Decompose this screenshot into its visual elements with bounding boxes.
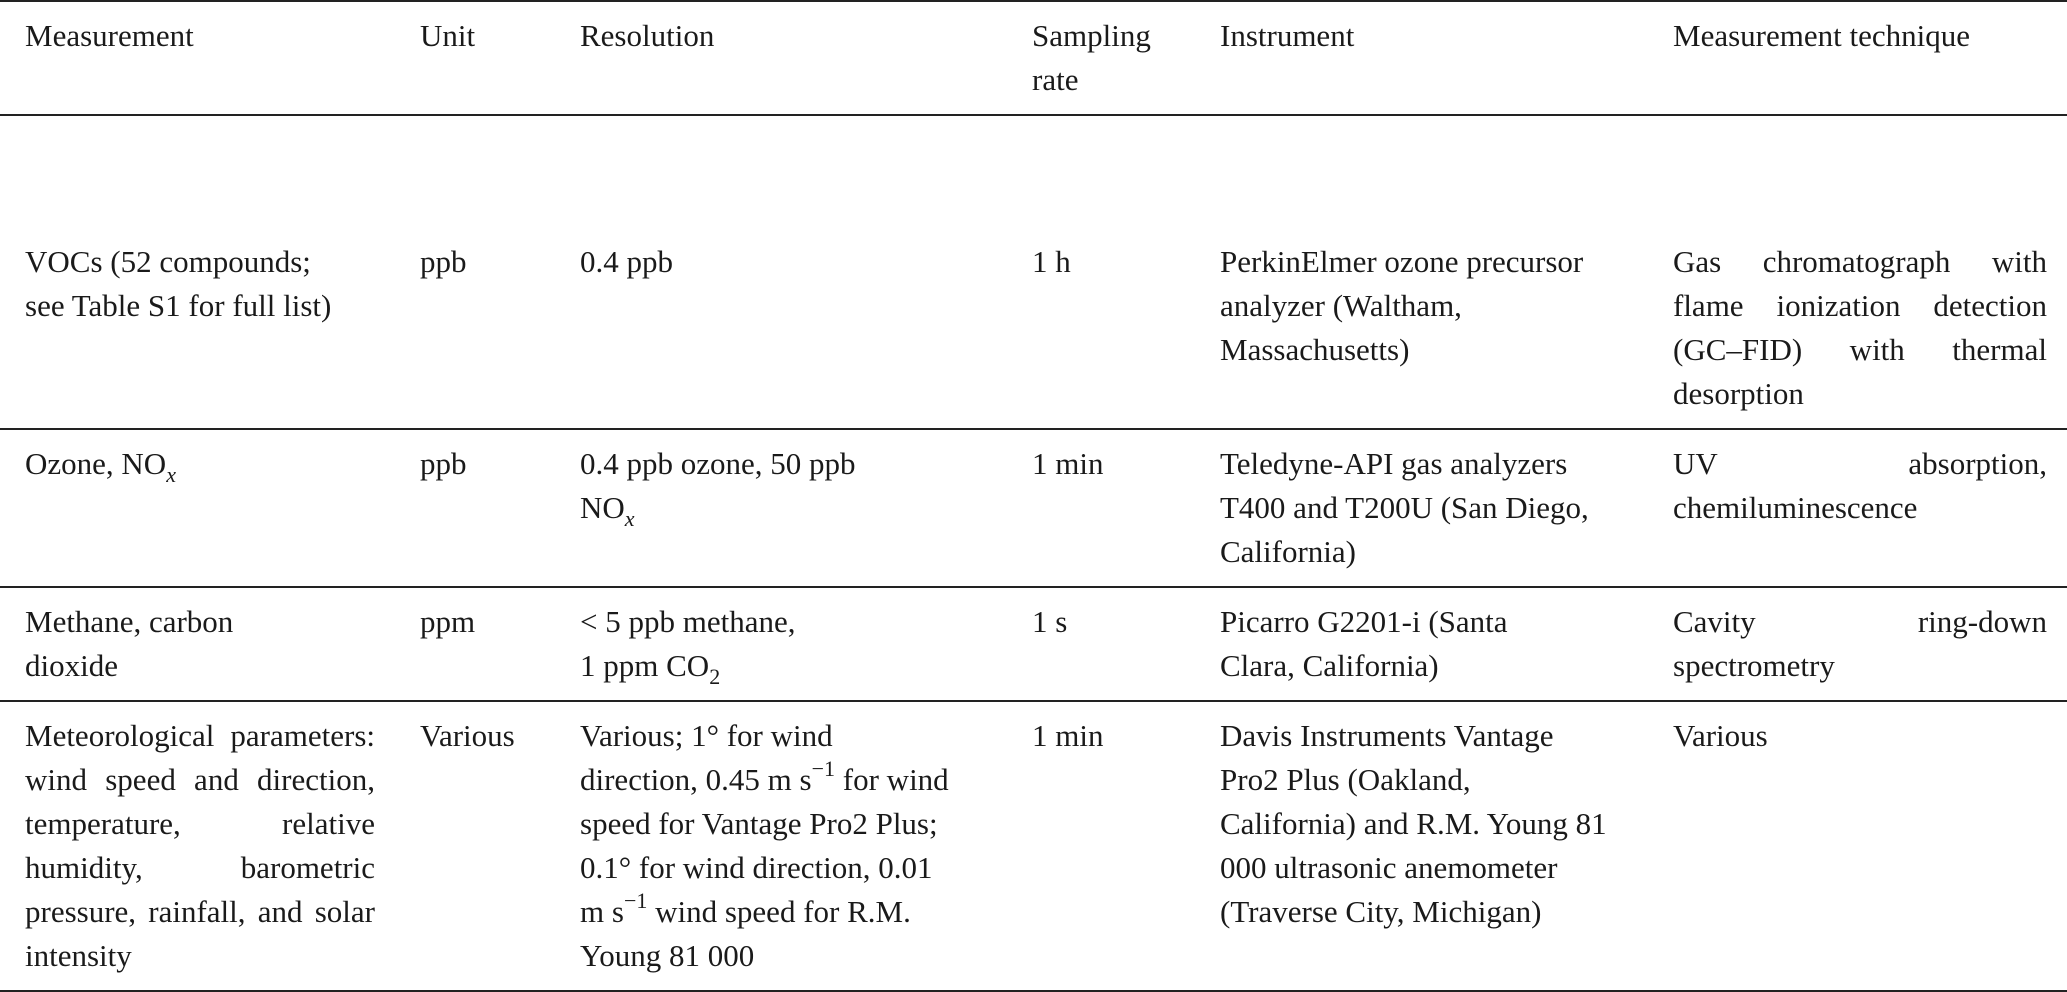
cell-resolution	[555, 429, 1007, 587]
cell-resolution: 0.4 ppb	[580, 244, 673, 279]
cell-unit: ppb	[420, 446, 467, 481]
table-header	[0, 1, 2067, 115]
header-measurement: Measurement	[25, 18, 194, 53]
cell-unit: ppb	[420, 244, 467, 279]
cell-measurement	[0, 429, 395, 587]
resolution-part-1: Various; 1° for wind direction, 0.45 m s	[580, 718, 833, 797]
cell-measurement: Meteorological parameters: wind speed and direction, temperature, relative humidity, barometric pressure, rainfall, and solar intensity	[25, 718, 375, 973]
resolution-part-2: for wind speed for Vantage Pro2 Plus; 0.1° for wind direction, 0.01 m s	[580, 762, 949, 929]
header-technique: Measurement technique	[1673, 18, 1970, 53]
superscript-minus-1: −1	[811, 756, 836, 781]
table-row	[0, 429, 2067, 587]
header-resolution: Resolution	[580, 18, 715, 53]
measurement-text: Ozone, NO	[25, 446, 167, 481]
superscript-minus-1: −1	[623, 888, 648, 913]
resolution-co2: 1 ppm CO	[580, 648, 710, 683]
cell-instrument: Picarro G2201-i (Santa Clara, California)	[1220, 604, 1508, 683]
resolution-part-3: wind speed for R.M. Young 81 000	[580, 894, 911, 973]
header-instrument: Instrument	[1220, 18, 1355, 53]
header-row	[0, 1, 2067, 115]
cell-resolution	[555, 587, 1007, 701]
subscript-x: x	[166, 462, 176, 487]
cell-instrument: Teledyne-API gas analyzers T400 and T200U (San Diego, California)	[1220, 446, 1589, 569]
cell-instrument: PerkinElmer ozone precursor analyzer (Waltham, Massachusetts)	[1220, 244, 1584, 367]
subscript-x: x	[624, 506, 635, 531]
table-body	[0, 115, 2067, 991]
cell-resolution	[555, 701, 1007, 991]
cell-unit: Various	[420, 718, 515, 753]
cell-technique: UV absorption, chemiluminescence	[1673, 446, 2047, 525]
cell-unit: ppm	[420, 604, 476, 639]
cell-technique: Gas chromatograph with flame ionization detection (GC–FID) with thermal desorption	[1673, 244, 2047, 411]
table-row	[0, 587, 2067, 701]
resolution-text: 0.4 ppb ozone, 50 ppb NO	[580, 446, 856, 525]
cell-technique: Cavity ring-down spectrometry	[1673, 604, 2047, 683]
resolution-line-2	[580, 644, 999, 688]
subscript-2: 2	[709, 664, 721, 689]
cell-measurement: VOCs (52 compounds; see Table S1 for full list)	[25, 244, 332, 323]
header-unit: Unit	[420, 18, 476, 53]
cell-sampling-rate: 1 min	[1032, 446, 1104, 481]
header-sampling-rate: Sampling rate	[1032, 18, 1151, 97]
cell-sampling-rate: 1 h	[1032, 244, 1071, 279]
cell-instrument: Davis Instruments Vantage Pro2 Plus (Oakland, California) and R.M. Young 81 000 ultrasonic anemometer (Traverse City, Michigan)	[1220, 718, 1607, 929]
cell-measurement: Methane, carbon dioxide	[25, 604, 234, 683]
resolution-line-1: < 5 ppb methane,	[580, 604, 796, 639]
table-row	[0, 115, 2067, 429]
table-row	[0, 701, 2067, 991]
cell-technique: Various	[1673, 718, 1768, 753]
cell-sampling-rate: 1 s	[1032, 604, 1068, 639]
cell-sampling-rate: 1 min	[1032, 718, 1104, 753]
